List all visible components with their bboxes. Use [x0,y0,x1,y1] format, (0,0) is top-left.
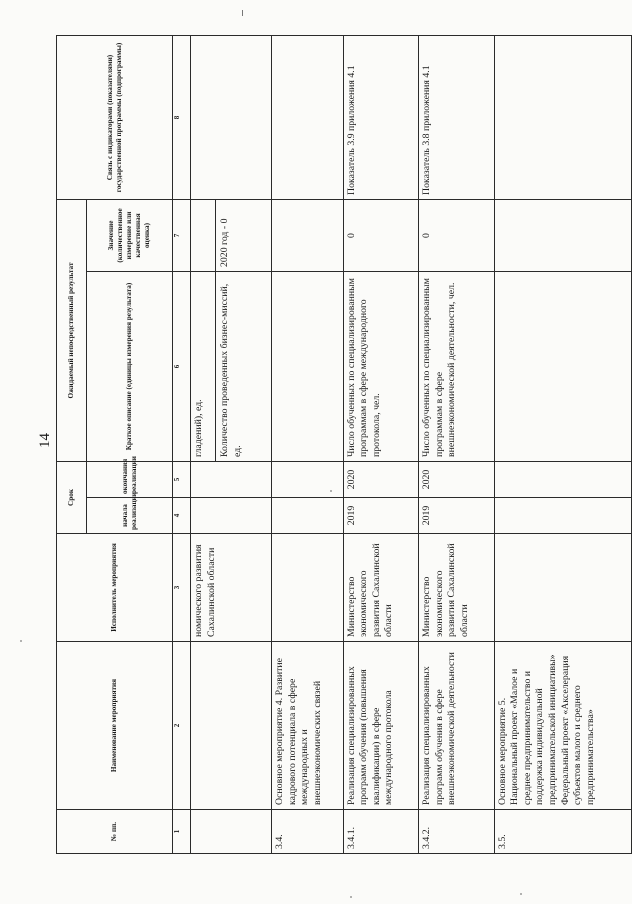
rotated-table-container [56,36,632,854]
header-num: № пп. [57,810,173,854]
cell-link: Показатель 3.8 приложения 4.1 [419,36,495,200]
header-start: начала реализации [87,498,173,534]
cell-end: 2020 [343,462,419,498]
table-row [191,36,272,854]
cell-divider [215,272,216,461]
cell-value: 0 [343,200,419,272]
cell-desc-top: гладений), ед. [193,399,205,457]
table-row [494,36,631,854]
header-executor: Исполнитель мероприятия [57,534,173,642]
column-number: 4 [173,498,191,534]
cell-name: Основное мероприятие 5. Национальный проект «Малое и среднее предпринимательство и поддержка индивидуальной предпринимательской инициативы» Федеральный проект «Акселерация субъектов малого и среднего предпринимательства» [494,642,631,810]
page-number: 14 [37,433,53,448]
column-number: 6 [173,272,191,462]
column-number: 2 [173,642,191,810]
header-end: окончания реализации [87,462,173,498]
cell-desc: Число обученных по специализированным программам в сфере международного протокола, чел. [343,272,419,462]
cell-start [191,498,272,534]
cell-num: 3.4.1. [343,810,419,854]
cell-desc [494,272,631,462]
header-result: Ожидаемый непосредственный результат [57,200,87,462]
scan-speck [520,893,522,895]
cell-value-text: 2020 год - 0 [219,218,231,267]
cell-executor [494,534,631,642]
table-row [419,36,495,854]
column-number: 5 [173,462,191,498]
table-row [343,36,419,854]
cell-value [191,200,272,272]
header-desc: Краткое описание (единицы измерения результата) [87,272,173,462]
cell-value [271,200,343,272]
cell-divider [215,200,216,271]
cell-end [191,462,272,498]
cell-value: 0 [419,200,495,272]
cell-desc [191,272,272,462]
header-value: Значение (количественное измерение или качественная оценка) [87,200,173,272]
cell-name: Основное мероприятие 4. Развитие кадрового потенциала в сфере международных и внешнеэкономических связей [271,642,343,810]
column-number: 1 [173,810,191,854]
cell-name [191,642,272,810]
cell-num: 3.4.2. [419,810,495,854]
cell-executor: номического развития Сахалинской области [191,534,272,642]
header-name: Наименование мероприятия [57,642,173,810]
cell-end [494,462,631,498]
cell-executor [271,534,343,642]
scan-speck [350,896,352,898]
cell-executor: Министерство экономического развития Сахалинской области [343,534,419,642]
cell-desc-bottom: Количество проведенных бизнес-миссий, ед. [219,283,243,457]
cell-end: 2020 [419,462,495,498]
cell-link [191,36,272,200]
cell-value [494,200,631,272]
cell-num [191,810,272,854]
cell-link [271,36,343,200]
column-number: 8 [173,36,191,200]
cell-start [494,498,631,534]
column-number: 7 [173,200,191,272]
cell-start [271,498,343,534]
cell-start: 2019 [419,498,495,534]
cell-executor: Министерство экономического развития Сахалинской области [419,534,495,642]
cell-num: 3.4. [271,810,343,854]
cell-link [494,36,631,200]
scan-speck [242,10,243,16]
column-number: 3 [173,534,191,642]
measures-table [56,35,632,854]
table-frame [56,36,632,854]
cell-name: Реализация специализированных программ обучения в сфере внешнеэкономической деятельности [419,642,495,810]
cell-start: 2019 [343,498,419,534]
cell-name: Реализация специализированных программ обучения (повышения квалификации) в сфере международного протокола [343,642,419,810]
cell-link: Показатель 3.9 приложения 4.1 [343,36,419,200]
cell-end [271,462,343,498]
header-link: Связь с индикаторами (показателями) государственной программы (подпрограммы) [57,36,173,200]
cell-num: 3.5. [494,810,631,854]
scan-speck [20,640,22,642]
header-period: Срок [57,462,87,534]
column-number-row [173,36,191,854]
cell-desc [271,272,343,462]
cell-desc: Число обученных по специализированным программам в сфере внешнеэкономической деятельности, чел. [419,272,495,462]
scan-speck [330,490,332,492]
table-row [271,36,343,854]
